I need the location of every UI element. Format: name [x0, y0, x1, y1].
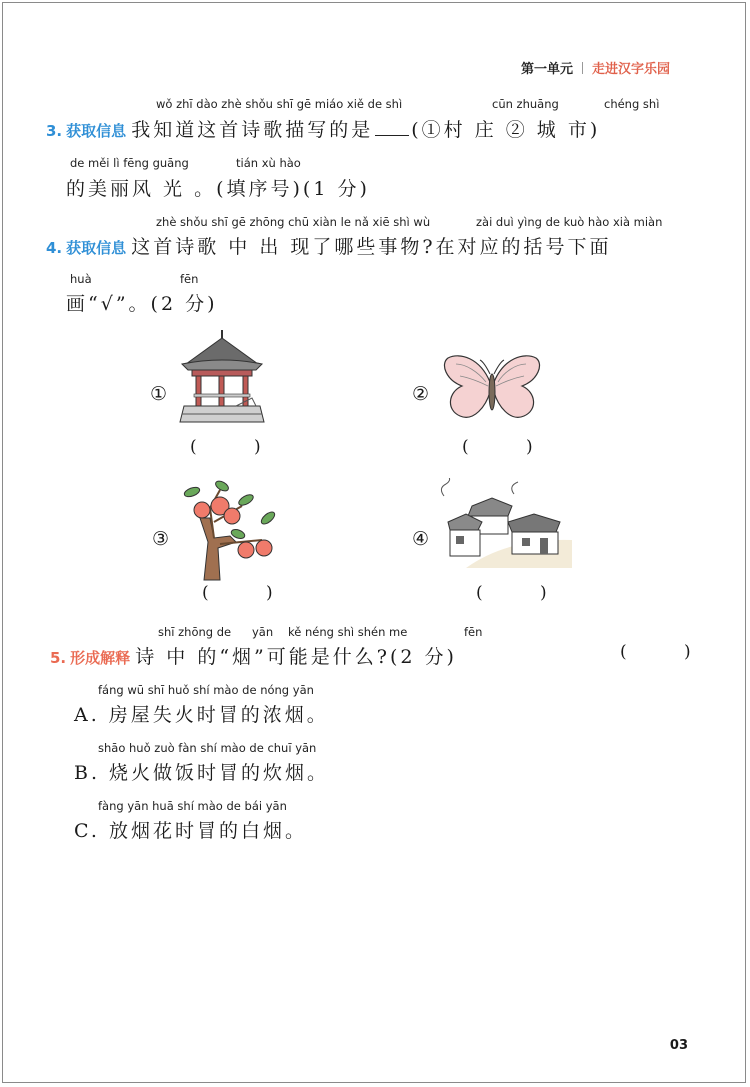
unit-label: 第一单元 [520, 62, 573, 77]
q4-pinyin-2: zài duì yìng de kuò hào xià miàn [476, 215, 663, 229]
q3-pinyin-5: tián xù hào [236, 156, 301, 170]
q4-item-2-label: ② [412, 383, 430, 405]
q5-option-a-pinyin: fáng wū shī huǒ shí mào de nóng yān [98, 683, 314, 697]
q3-line-2: 的美丽风 光 。(填序号)(1 分) [66, 178, 370, 200]
q5-answer[interactable]: ( ) [620, 642, 717, 662]
q4-item-4-label: ④ [412, 528, 430, 550]
q3-pinyin-3: chéng shì [604, 97, 660, 111]
q4-item-2-answer[interactable]: ( ) [462, 437, 559, 457]
q3-pinyin-4: de měi lì fēng guāng [70, 156, 189, 170]
q4-number: 4. [46, 239, 63, 257]
q3-number: 3. [46, 122, 63, 140]
pavilion-icon [176, 328, 268, 430]
q5-text: 诗 中 的“烟”可能是什么?(2 分) [135, 646, 457, 668]
butterfly-icon [440, 352, 544, 424]
q3-pinyin-1: wǒ zhī dào zhè shǒu shī gē miáo xiě de shì [156, 97, 403, 111]
q3-pinyin-2: cūn zhuāng [492, 97, 559, 111]
q5-option-a[interactable]: A. 房屋失火时冒的浓烟。 [74, 704, 329, 726]
q5-pinyin-3: kě néng shì shén me [288, 625, 408, 639]
q3-options: (①村 庄 ② 城 市) [411, 119, 601, 141]
q4-pinyin-3: huà [70, 272, 92, 286]
village-houses-icon [438, 478, 572, 570]
q5-option-b-pinyin: shāo huǒ zuò fàn shí mào de chuī yān [98, 741, 317, 755]
q4-item-4-answer[interactable]: ( ) [476, 583, 573, 603]
q3-answer-blank[interactable] [375, 121, 409, 136]
question-4-line-1 [46, 232, 612, 259]
q4-item-1-label: ① [150, 383, 168, 405]
q4-line-2: 画“√”。(2 分) [66, 293, 218, 315]
q5-option-c[interactable]: C. 放烟花时冒的白烟。 [74, 820, 307, 842]
fruit-tree-icon [180, 478, 280, 582]
q5-pinyin-4: fēn [464, 625, 483, 639]
q5-pinyin-1: shī zhōng de [158, 625, 232, 639]
q4-item-3-answer[interactable]: ( ) [202, 583, 299, 603]
q4-item-3-label: ③ [152, 528, 170, 550]
q5-tag: 形成解释 [70, 649, 131, 667]
q4-pinyin-4: fēn [180, 272, 199, 286]
q3-text: 我知道这首诗歌描写的是 [131, 119, 374, 141]
page-header [521, 58, 670, 77]
header-divider [582, 62, 583, 74]
question-3-line-1 [46, 115, 600, 142]
q4-item-1-answer[interactable]: ( ) [190, 437, 287, 457]
q3-tag: 获取信息 [66, 122, 127, 140]
unit-title: 走进汉字乐园 [591, 62, 670, 77]
q5-number: 5. [50, 649, 67, 667]
q4-tag: 获取信息 [66, 239, 127, 257]
q5-pinyin-2: yān [252, 625, 274, 639]
q4-pinyin-1: zhè shǒu shī gē zhōng chū xiàn le nǎ xiē shì wù [156, 215, 431, 229]
question-5-line [50, 642, 457, 669]
q5-option-b[interactable]: B. 烧火做饭时冒的炊烟。 [74, 762, 330, 784]
q4-text: 这首诗歌 中 出 现了哪些事物?在对应的括号下面 [131, 236, 612, 258]
page-number: 03 [669, 1038, 688, 1053]
q5-option-c-pinyin: fàng yān huā shí mào de bái yān [98, 799, 287, 813]
